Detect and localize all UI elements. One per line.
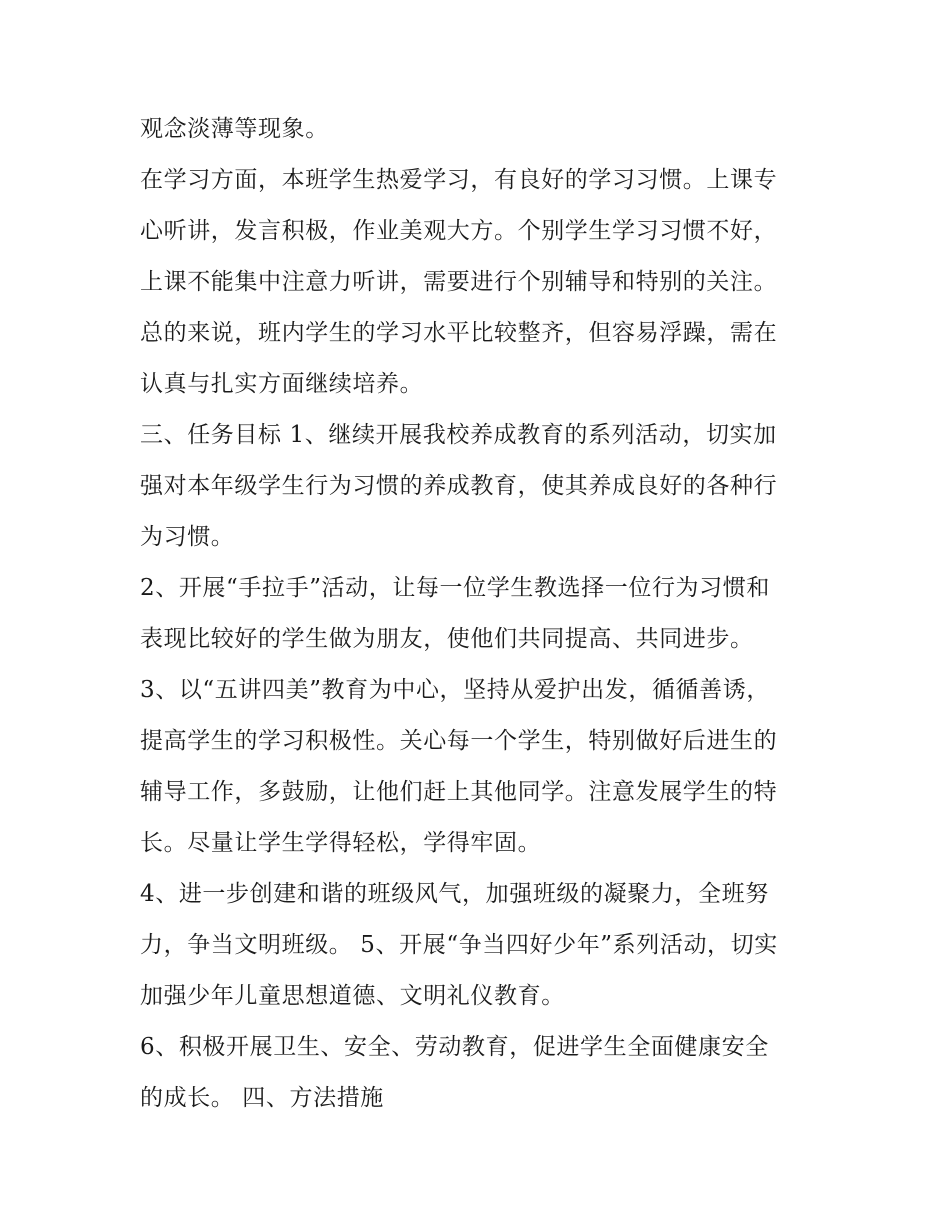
text-line: 4、进一步创建和谐的班级风气，加强班级的凝聚力，全班努 bbox=[140, 881, 769, 907]
text-line: 长。尽量让学生学得轻松，学得牢固。 bbox=[140, 830, 542, 856]
document-body bbox=[140, 104, 820, 1124]
text-line: 的成长。 四、方法措施 bbox=[140, 1085, 384, 1111]
text-line: 6、积极开展卫生、安全、劳动教育，促进学生全面健康安全 bbox=[140, 1034, 769, 1060]
text-line: 认真与扎实方面继续培养。 bbox=[140, 371, 424, 397]
text-line: 表现比较好的学生做为朋友，使他们共同提高、共同进步。 bbox=[140, 626, 754, 652]
text-line: 力，争当文明班级。 5、开展“争当四好少年”系列活动，切实 bbox=[140, 932, 778, 958]
text-line: 辅导工作，多鼓励，让他们赶上其他同学。注意发展学生的特 bbox=[140, 779, 778, 805]
text-line: 加强少年儿童思想道德、文明礼仪教育。 bbox=[140, 983, 565, 1009]
text-line: 为习惯。 bbox=[140, 524, 235, 550]
text-line: 强对本年级学生行为习惯的养成教育，使其养成良好的各种行 bbox=[140, 473, 778, 499]
text-line: 三、任务目标 1、继续开展我校养成教育的系列活动，切实加 bbox=[140, 422, 777, 448]
text-line: 2、开展“手拉手”活动，让每一位学生教选择一位行为习惯和 bbox=[140, 575, 770, 601]
text-line: 观念淡薄等现象。 bbox=[140, 116, 329, 142]
text-line: 在学习方面，本班学生热爱学习，有良好的学习习惯。上课专 bbox=[140, 167, 778, 193]
text-line: 上课不能集中注意力听讲，需要进行个别辅导和特别的关注。 bbox=[140, 269, 778, 295]
text-line: 总的来说，班内学生的学习水平比较整齐，但容易浮躁，需在 bbox=[140, 320, 778, 346]
text-line: 提高学生的学习积极性。关心每一个学生，特别做好后进生的 bbox=[140, 728, 778, 754]
text-line: 3、以“五讲四美”教育为中心，坚持从爱护出发，循循善诱， bbox=[140, 677, 770, 703]
text-line: 心听讲，发言积极，作业美观大方。个别学生学习习惯不好， bbox=[140, 218, 778, 244]
